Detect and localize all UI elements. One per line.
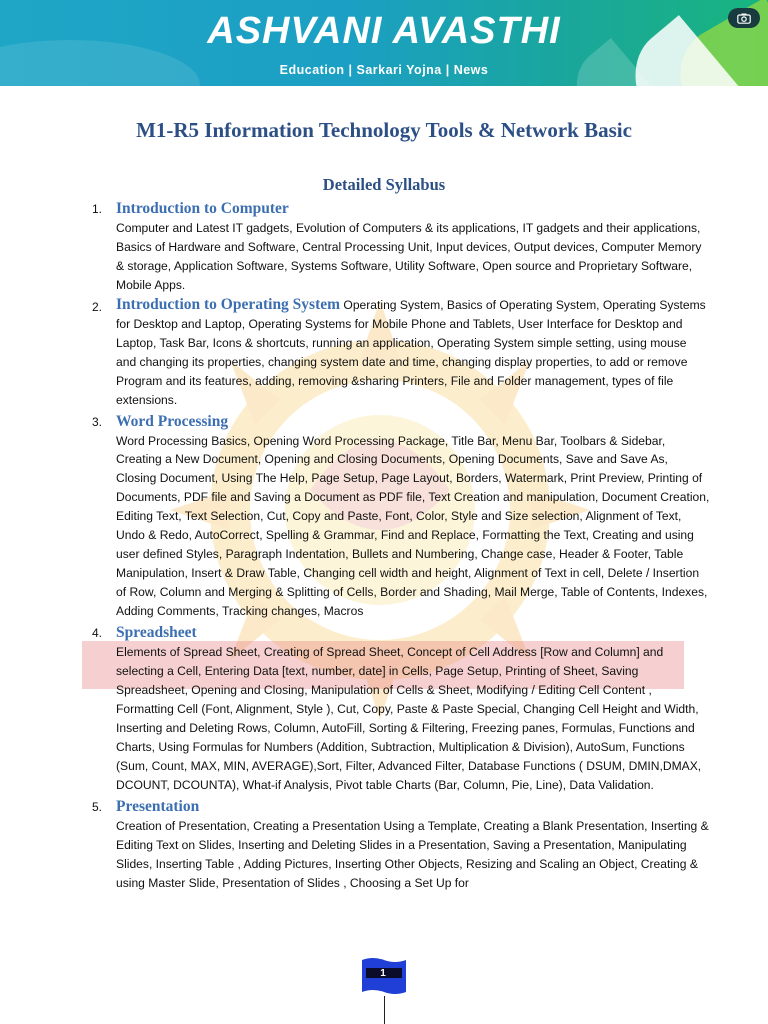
- section-body: Creation of Presentation, Creating a Presentation Using a Template, Creating a Blank Presentation, Inserting & Editing Text on Slides, Inserting and Deleting Slides in a Presentation, Saving a Presentation, Manipulating Slides, Inserting Table , Adding Pictures, Inserting Other Objects, Resizing and Scaling an Object, Creating & using Master Slide, Presentation of Slides , Choosing a Set Up for: [116, 818, 709, 890]
- syllabus-section: [90, 796, 710, 893]
- section-heading: Spreadsheet: [116, 624, 197, 642]
- section-number: 5.: [92, 799, 103, 814]
- section-body: Operating System, Basics of Operating System, Operating Systems for Desktop and Laptop, Operating Systems for Mobile Phone and Tablets, User Interface for Desktop and Laptop, Task Bar, Icons & shortcuts, running an application, Operating System simple setting, using mouse and changing its properties, changing system date and time, changing display properties, to add or remove Program and its features, adding, removing &sharing Printers, File and Folder management, types of file extensions.: [116, 297, 706, 407]
- brand-name: ASHVANI AVASTHI: [207, 10, 561, 52]
- section-heading: Word Processing: [116, 412, 229, 430]
- section-number: 3.: [92, 414, 103, 429]
- camera-button[interactable]: [728, 8, 760, 28]
- document-title: M1-R5 Information Technology Tools & Network Basic: [136, 118, 632, 142]
- camera-icon: [737, 13, 751, 24]
- section-number: 2.: [92, 299, 103, 314]
- section-heading: Presentation: [116, 797, 200, 815]
- flag-pole: [384, 996, 385, 1024]
- brand-tagline: Education | Sarkari Yojna | News: [279, 63, 489, 77]
- syllabus-section: [90, 622, 710, 795]
- syllabus-list: [90, 198, 710, 893]
- syllabus-section: [90, 198, 710, 295]
- header-banner: [0, 0, 768, 86]
- section-body: Word Processing Basics, Opening Word Processing Package, Title Bar, Menu Bar, Toolbars & Sidebar, Creating a New Document, Opening and Closing Documents, Opening Documents, Save and Save As, Closing Document, Using The Help, Page Setup, Page Layout, Borders, Watermark, Print Preview, Printing of Documents, PDF file and Saving a Document as PDF file, Text Creation and manipulation, Document Creation, Editing Text, Text Selection, Cut, Copy and Paste, Font, Color, Style and Size selection, Alignment of Text, Undo & Redo, AutoCorrect, Spelling & Grammar, Find and Replace, Formatting the Text, Creating and using user defined Styles, Paragraph Indentation, Bullets and Numbering, Change case, Header & Footer, Table Manipulation, Insert & Draw Table, Changing cell width and height, Alignment of Text in cell, Delete / Insertion of Row, Column and Merging & Splitting of Cells, Border and Shading, Mail Merge, Table of Contents, Indexes, Adding Comments, Tracking changes, Macros: [116, 433, 710, 619]
- section-body: Computer and Latest IT gadgets, Evolution of Computers & its applications, IT gadgets and their applications, Basics of Hardware and Software, Central Processing Unit, Input devices, Output devices, Computer Memory & storage, Application Software, Systems Software, Utility Software, Open source and Proprietary Software, Mobile Apps.: [116, 221, 702, 292]
- section-number: 1.: [92, 202, 103, 216]
- section-body: Elements of Spread Sheet, Creating of Spread Sheet, Concept of Cell Address [Row and Column] and selecting a Cell, Entering Data [text, number, date] in Cells, Page Setup, Printing of Sheet, Saving Spreadsheet, Opening and Closing, Manipulation of Cells & Sheet, Modifying / Editing Cell Content , Formatting Cell (Font, Alignment, Style ), Cut, Copy, Paste & Paste Special, Changing Cell Height and Width, Inserting and Deleting Rows, Column, AutoFill, Sorting & Filtering, Freezing panes, Formulas, Functions and Charts, Using Formulas for Numbers (Addition, Subtraction, Multiplication & Division), AutoSum, Functions (Sum, Count, MAX, MIN, AVERAGE),Sort, Filter, Advanced Filter, Database Functions ( DSUM, DMIN,DMAX, DCOUNT, DCOUNTA), What-if Analysis, Pivot table Charts (Bar, Column, Pie, Line), Data Validation.: [116, 645, 702, 792]
- document-subtitle: Detailed Syllabus: [322, 175, 446, 194]
- section-heading: Introduction to Computer: [116, 200, 289, 217]
- section-number: 4.: [92, 626, 103, 641]
- syllabus-section: [90, 411, 710, 622]
- syllabus-section: [90, 296, 710, 410]
- page-number: 1: [380, 968, 386, 979]
- section-heading: Introduction to Operating System: [116, 295, 341, 313]
